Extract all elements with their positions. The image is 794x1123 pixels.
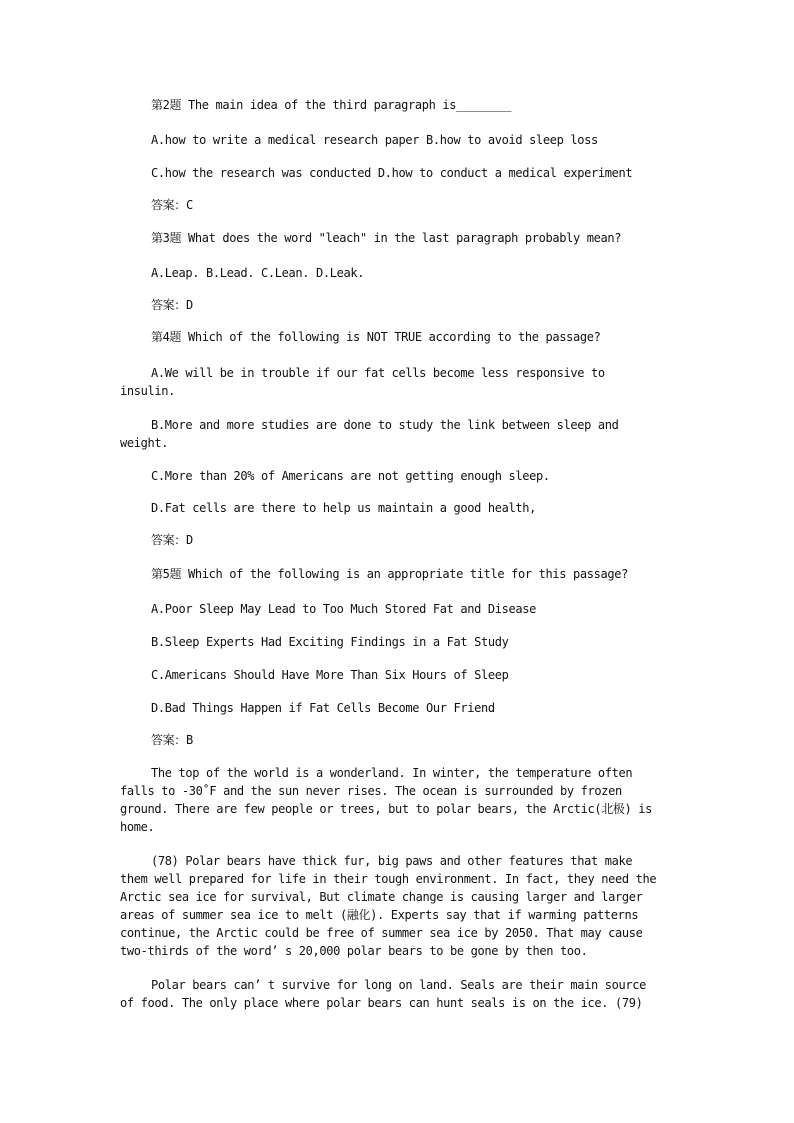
- passage-line: of food. The only place where polar bears can hunt seals is on the ice. (79): [120, 996, 643, 1010]
- passage-paragraph-2: [120, 852, 668, 960]
- passage-line: falls to -30˚F and the sun never rises. The ocean is surrounded by frozen: [120, 784, 622, 798]
- question-3-answer: 答案：D: [151, 298, 193, 312]
- option-line: A.We will be in trouble if our fat cells become less responsive to: [151, 366, 605, 380]
- question-2-answer: 答案：C: [151, 198, 193, 212]
- option-line: weight.: [120, 436, 169, 450]
- question-4-option-a: [120, 364, 668, 400]
- passage-line: ground. There are few people or trees, but to polar bears, the Arctic(北极) is: [120, 802, 653, 816]
- passage-line: home.: [120, 820, 155, 834]
- passage-line: areas of summer sea ice to melt (融化). Experts say that if warming patterns: [120, 908, 639, 922]
- passage-line: Polar bears can’ t survive for long on land. Seals are their main source: [151, 978, 646, 992]
- question-4-option-d: D.Fat cells are there to help us maintain a good health,: [151, 501, 536, 515]
- question-5-option-c: C.Americans Should Have More Than Six Hours of Sleep: [151, 668, 509, 682]
- question-2-option-line: C.how the research was conducted D.how to conduct a medical experiment: [151, 166, 633, 180]
- question-2-prompt: 第2题 The main idea of the third paragraph is________: [151, 98, 512, 112]
- question-4-answer: 答案：D: [151, 533, 193, 547]
- question-3-options: A.Leap. B.Lead. C.Lean. D.Leak.: [151, 266, 365, 280]
- passage-line: (78) Polar bears have thick fur, big paws and other features that make: [151, 854, 633, 868]
- question-5-answer: 答案：B: [151, 733, 193, 747]
- passage-line: continue, the Arctic could be free of summer sea ice by 2050. That may cause: [120, 926, 643, 940]
- question-5-option-a: A.Poor Sleep May Lead to Too Much Stored Fat and Disease: [151, 602, 536, 616]
- option-line: insulin.: [120, 384, 175, 398]
- question-5-option-d: D.Bad Things Happen if Fat Cells Become Our Friend: [151, 701, 495, 715]
- question-4-option-b: [120, 416, 668, 452]
- passage-line: Arctic sea ice for survival, But climate change is causing larger and larger: [120, 890, 643, 904]
- passage-line: two-thirds of the word’ s 20,000 polar bears to be gone by then too.: [120, 944, 588, 958]
- passage-line: them well prepared for life in their tough environment. In fact, they need the: [120, 872, 657, 886]
- passage-paragraph-3: [120, 976, 668, 1012]
- option-line: B.More and more studies are done to study the link between sleep and: [151, 418, 619, 432]
- question-5-option-b: B.Sleep Experts Had Exciting Findings in a Fat Study: [151, 635, 509, 649]
- passage-paragraph-1: [120, 764, 668, 836]
- question-3-prompt: 第3题 What does the word "leach" in the last paragraph probably mean?: [151, 231, 622, 245]
- question-4-prompt: 第4题 Which of the following is NOT TRUE according to the passage?: [151, 330, 601, 344]
- question-5-prompt: 第5题 Which of the following is an appropriate title for this passage?: [151, 567, 629, 581]
- question-4-option-c: C.More than 20% of Americans are not getting enough sleep.: [151, 469, 550, 483]
- question-2-option-line: A.how to write a medical research paper B.how to avoid sleep loss: [151, 133, 598, 147]
- passage-line: The top of the world is a wonderland. In winter, the temperature often: [151, 766, 633, 780]
